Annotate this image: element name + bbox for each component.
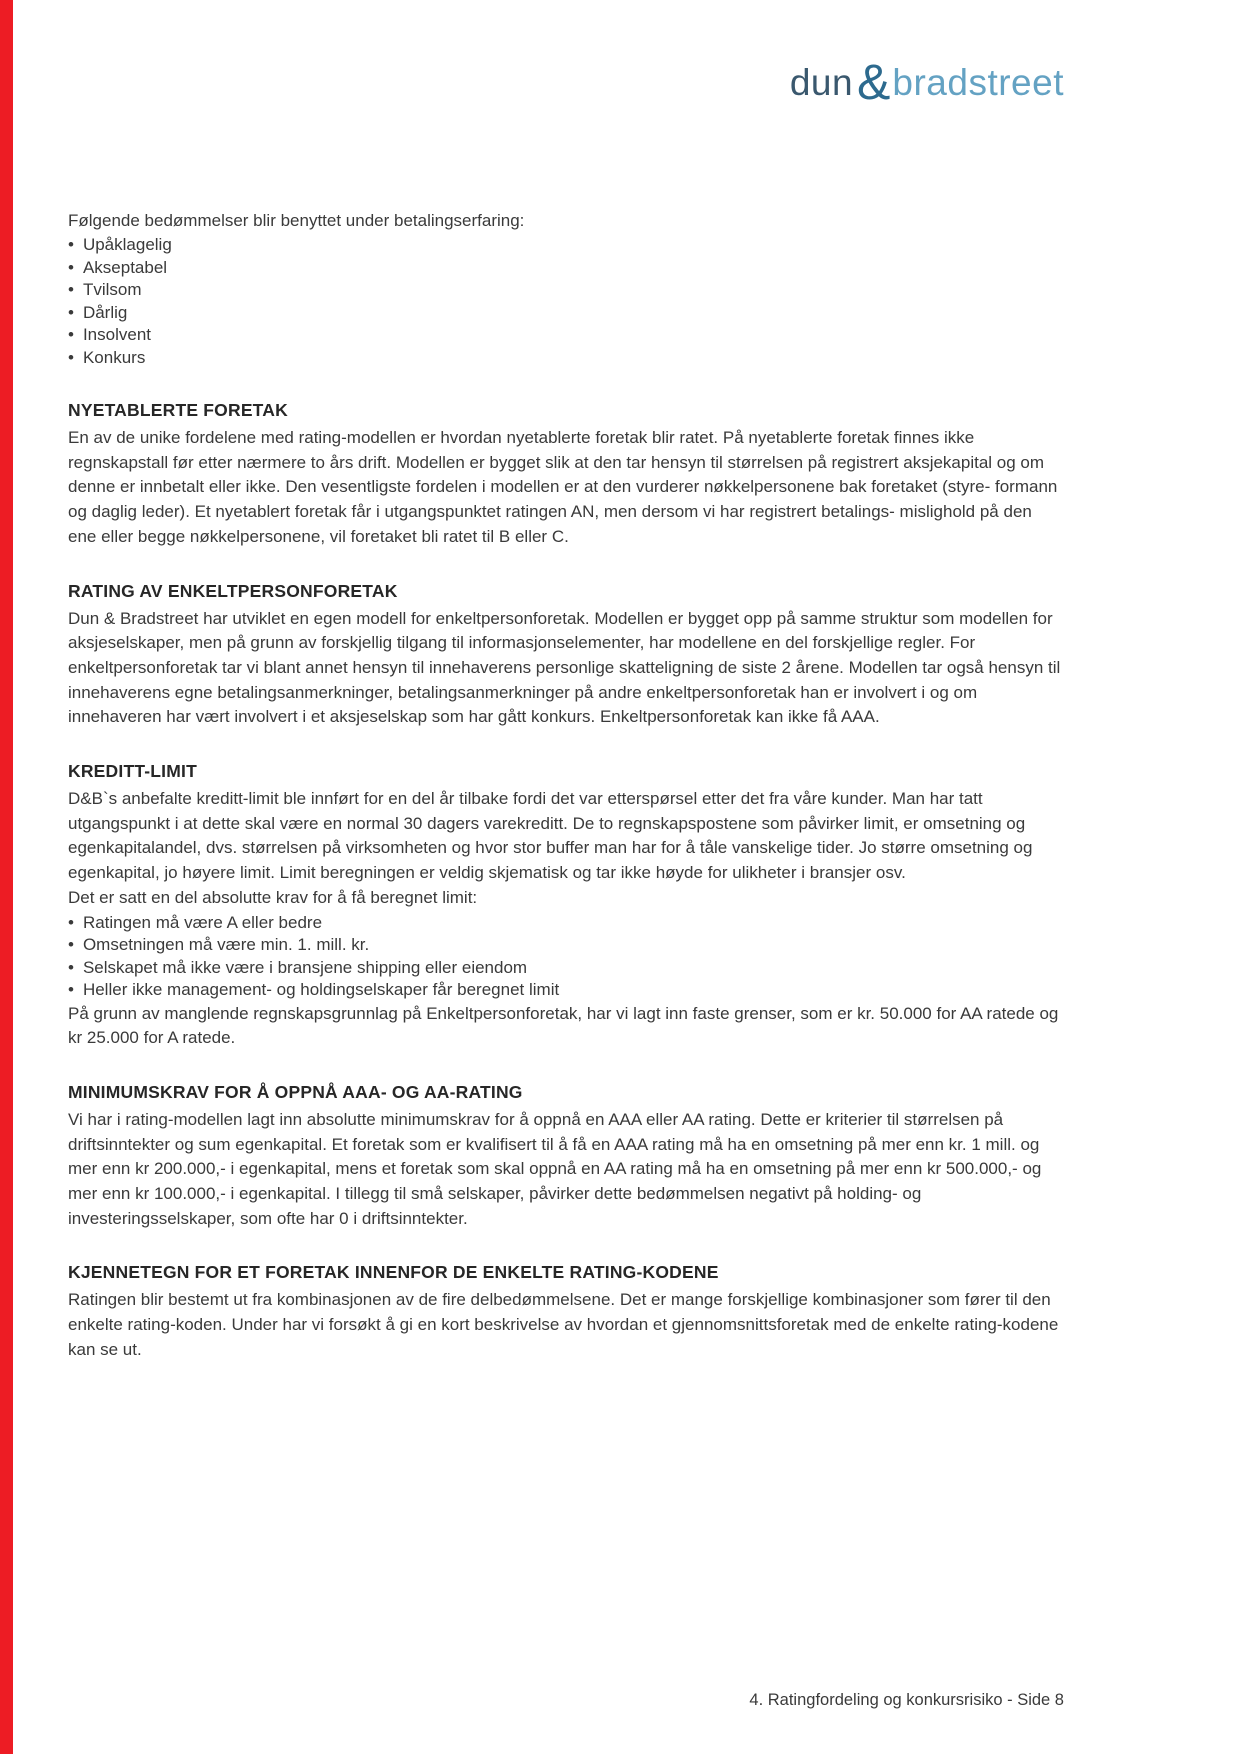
section-paragraph: Ratingen blir bestemt ut fra kombinasjonen av de fire delbedømmelsene. Det er mange forskjellige kombinasjoner som fører til den enkelte rating-koden. Under har vi forsøkt å gi en kort beskrivelse av hvordan et gjennomsnittsforetak med de enkelte rating-kodene kan se ut. <box>68 1290 1059 1359</box>
limit-krav-lead: Det er satt en del absolutte krav for å få beregnet limit: <box>68 887 478 907</box>
list-item: • Heller ikke management- og holdingselskaper får beregnet limit <box>68 979 1064 1002</box>
intro-block <box>68 208 1064 369</box>
section-heading: MINIMUMSKRAV FOR Å OPPNÅ AAA- OG AA-RATING <box>68 1081 523 1102</box>
section-rating-enkeltpersonforetak <box>68 579 1064 731</box>
page-edge-accent-bar <box>0 0 13 1754</box>
section-paragraph: En av de unike fordelene med rating-modellen er hvordan nyetablerte foretak blir ratet. På nyetablerte foretak finnes ikke regnskapstall før etter nærmere to års drift. Modellen er bygget slik at den tar hensyn til størrelsen på registrert aksjekapital og om denne er innbetalt eller ikke. Den vesentligste fordelen i modellen er at den vurderer nøkkelpersonene bak foretaket (styre- formann og daglig leder). Et nyetablert foretak får i utgangspunktet ratingen AN, men dersom vi har registrert betalings- mislighold på den ene eller begge nøkkelpersonene, vil foretaket bli ratet til B eller C. <box>68 428 1058 546</box>
section-heading: RATING AV ENKELTPERSONFORETAK <box>68 580 398 601</box>
faste-grenser-paragraph: På grunn av manglende regnskapsgrunnlag på Enkeltpersonforetak, har vi lagt inn faste grenser, som er kr. 50.000 for AA ratede og kr 25.000 for A ratede. <box>68 1003 1059 1048</box>
section-heading: KJENNETEGN FOR ET FORETAK INNENFOR DE ENKELTE RATING-KODENE <box>68 1262 719 1283</box>
intro-lead: Følgende bedømmelser blir benyttet under betalingserfaring: <box>68 211 525 230</box>
section-heading: NYETABLERTE FORETAK <box>68 400 288 420</box>
list-item: • Insolvent <box>68 324 1064 347</box>
content-column <box>68 0 1064 1363</box>
rating-terms-list <box>68 234 1064 369</box>
section-minimumskrav <box>68 1080 1064 1232</box>
section-heading: KREDITT-LIMIT <box>68 761 197 782</box>
logo-word-dun: dun <box>789 62 854 103</box>
list-item: • Akseptabel <box>68 257 1064 280</box>
list-item: • Tvilsom <box>68 279 1064 302</box>
section-kreditt-limit <box>68 759 1064 1051</box>
section-kjennetegn <box>68 1260 1064 1362</box>
list-item: • Ratingen må være A eller bedre <box>68 912 1064 935</box>
limit-krav-list <box>68 912 1064 1002</box>
logo-word-bradstreet: bradstreet <box>892 62 1064 103</box>
list-item: • Konkurs <box>68 347 1064 370</box>
section-paragraph: D&B`s anbefalte kreditt-limit ble innført for en del år tilbake fordi det var etterspørsel etter det fra våre kunder. Man har tatt utgangspunkt i at dette skal være en normal 30 dagers varekreditt. De to regnskapspostene som påvirker limit, er omsetning og egenkapitalandel, dvs. størrelsen på virksomheten og hvor stor buffer man har for å tåle vanskelige tider. Jo større omsetning og egenkapital, jo høyere limit. Limit beregningen er veldig skjematisk og tar ikke høyde for ulikheter i bransjer osv. <box>68 789 1033 883</box>
section-paragraph: Vi har i rating-modellen lagt inn absolutte minimumskrav for å oppnå en AAA eller AA rating. Dette er kriterier til størrelsen på driftsinntekter og sum egenkapital. Et foretak som er kvalifisert til å få en AAA rating må ha en omsetning på mer enn kr. 1 mill. og mer enn kr 200.000,- i egenkapital, mens et foretak som skal oppnå en AA rating må ha en omsetning på mer enn kr 500.000,- og mer enn kr 100.000,- i egenkapital. I tillegg til små selskaper, påvirker dette bedømmelsen negativt på holding- og investeringsselskaper, som ofte har 0 i driftsinntekter. <box>68 1109 1042 1228</box>
list-item: • Selskapet må ikke være i bransjene shipping eller eiendom <box>68 957 1064 980</box>
list-item: • Omsetningen må være min. 1. mill. kr. <box>68 934 1064 957</box>
list-item: • Upåklagelig <box>68 234 1064 257</box>
list-item: • Dårlig <box>68 302 1064 325</box>
dun-bradstreet-logo: dun & bradstreet <box>789 54 1064 110</box>
section-nyetablerte-foretak <box>68 398 1064 550</box>
footer-pagination: 4. Ratingfordeling og konkursrisiko - Side 8 <box>749 1691 1064 1709</box>
section-paragraph: Dun & Bradstreet har utviklet en egen modell for enkeltpersonforetak. Modellen er bygget opp på samme struktur som modellen for aksjeselskaper, men på grunn av forskjellig tilgang til informasjonselementer, har modellene en del forskjellige regler. For enkeltpersonforetak tar vi blant annet hensyn til innehaverens personlige skatteligning de siste 2 årene. Modellen tar også hensyn til innehaverens egne betalingsanmerkninger, betalingsanmerkninger på andre enkeltpersonforetak han er involvert i og om innehaveren har vært involvert i et aksjeselskap som har gått konkurs. Enkeltpersonforetak kan ikke få AAA. <box>68 608 1061 727</box>
